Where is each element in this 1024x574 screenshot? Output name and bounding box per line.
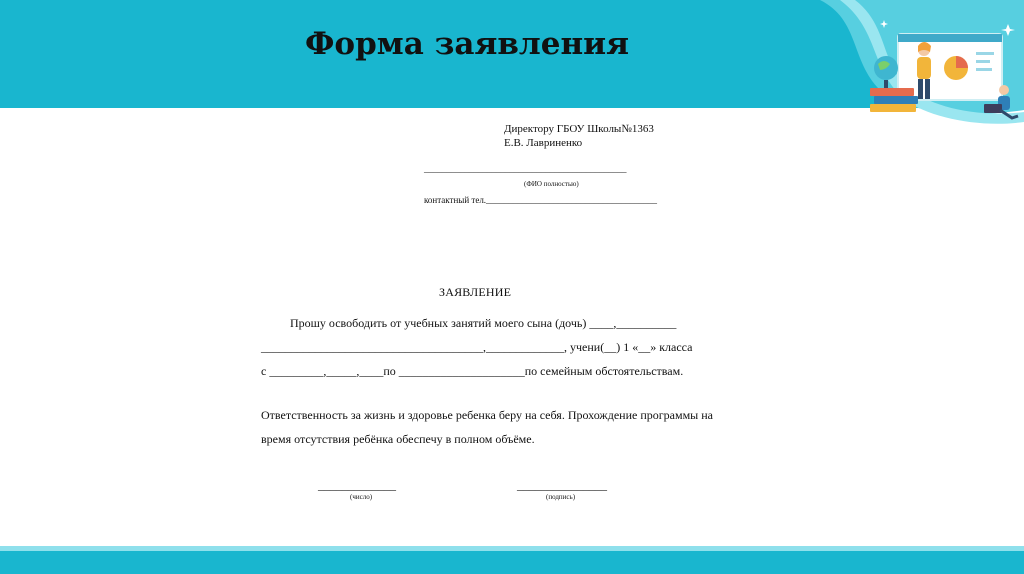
date-caption: (число)	[350, 493, 373, 501]
recipient-line-2: Е.В. Лавриненко	[504, 137, 583, 149]
contact-phone-line: контактный тел.______________________________________	[424, 195, 658, 205]
teacher-with-board-and-books-illustration	[858, 18, 1024, 123]
signature-line: _______________	[517, 478, 607, 492]
full-name-caption: (ФИО полностью)	[524, 180, 579, 188]
body-line-1: Прошу освободить от учебных занятий моего сына (дочь) ____,__________	[290, 316, 677, 330]
footer-band	[0, 551, 1024, 574]
full-name-line: _____________________________________________	[424, 164, 627, 174]
responsibility-line-1: Ответственность за жизнь и здоровье ребенка беру на себя. Прохождение программы на	[261, 408, 713, 422]
page-title: Форма заявления	[305, 26, 630, 62]
signature-caption: (подпись)	[546, 493, 576, 501]
body-line-2: _____________________________________,_____________, учени(__) 1 «__» класса	[261, 340, 693, 354]
responsibility-line-2: время отсутствия ребёнка обеспечу в полном объёме.	[261, 432, 535, 446]
recipient-line-1: Директору ГБОУ Школы№1363	[504, 123, 654, 135]
date-line: _____________	[318, 478, 396, 492]
form-heading: ЗАЯВЛЕНИЕ	[439, 285, 512, 299]
body-line-3: с _________,_____,____по _____________________по семейным обстоятельствам.	[261, 364, 684, 378]
